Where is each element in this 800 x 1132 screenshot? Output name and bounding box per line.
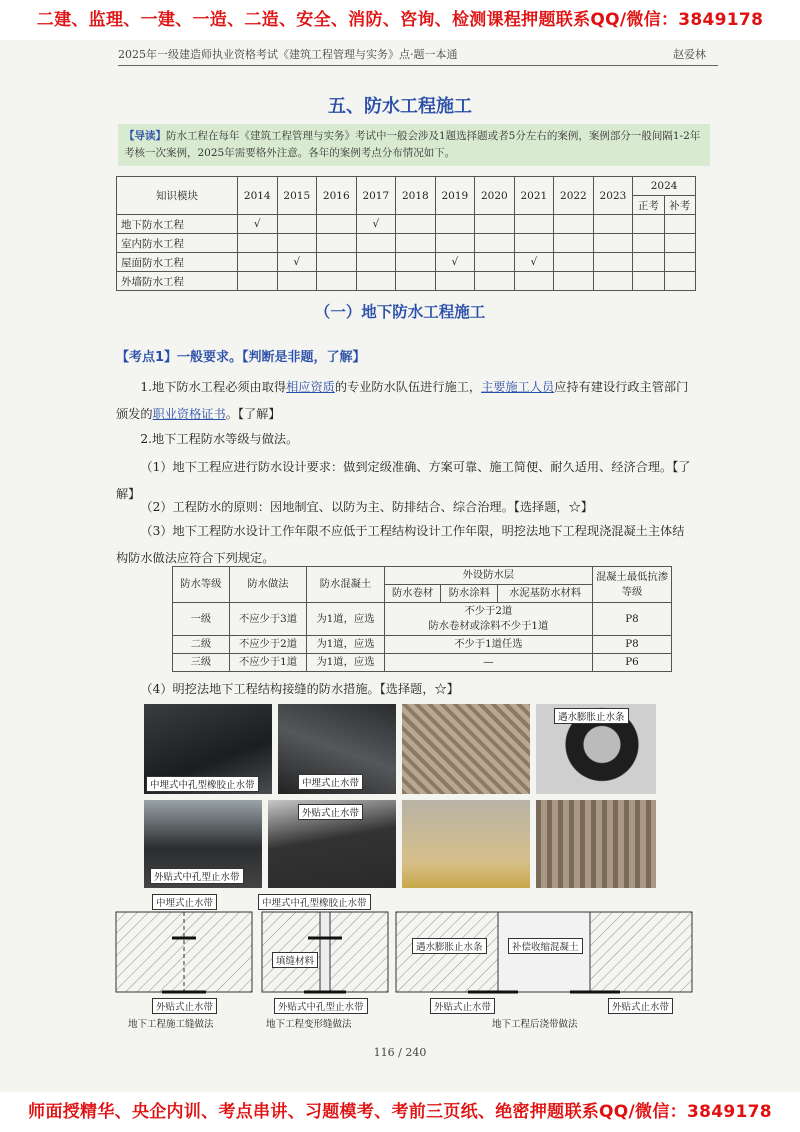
caption-deformation-joint: 地下工程变形缝做法 bbox=[266, 1019, 352, 1030]
year-cell: 2018 bbox=[396, 177, 436, 215]
mark-cell bbox=[554, 253, 594, 272]
mark-cell bbox=[396, 215, 436, 234]
p1-text-b: 的专业防水队伍进行施工， bbox=[334, 380, 482, 394]
mark-cell: √ bbox=[356, 215, 396, 234]
deformation-joint-gap bbox=[320, 912, 330, 992]
year-cell-2024: 2024 bbox=[633, 177, 696, 196]
paragraph-1 bbox=[116, 374, 696, 428]
h-outer: 外设防水层 bbox=[384, 567, 592, 585]
mark-cell bbox=[554, 215, 594, 234]
label-swelling-strip: 遇水膨胀止水条 bbox=[412, 938, 487, 954]
photo-concrete-wall bbox=[402, 800, 530, 888]
mark-cell bbox=[238, 234, 278, 253]
label-external-midhole: 外贴式中孔型止水带 bbox=[274, 998, 368, 1014]
mark-cell bbox=[554, 234, 594, 253]
photo-embedded-rubber-waterstop bbox=[144, 704, 272, 794]
mark-cell bbox=[317, 272, 357, 291]
module-name: 外墙防水工程 bbox=[117, 272, 238, 291]
mark-cell bbox=[396, 234, 436, 253]
year-cell: 2022 bbox=[554, 177, 594, 215]
mark-cell bbox=[514, 234, 554, 253]
table-row bbox=[173, 603, 672, 636]
module-name: 地下防水工程 bbox=[117, 215, 238, 234]
mark-cell bbox=[664, 253, 696, 272]
label-embedded-midhole: 中埋式中孔型橡胶止水带 bbox=[258, 894, 371, 910]
h-min: 混凝土最低抗渗等级 bbox=[593, 567, 672, 603]
p1-text-d: 。【了解】 bbox=[225, 407, 281, 421]
label-embedded-waterstop: 中埋式止水带 bbox=[152, 894, 217, 910]
mark-cell bbox=[317, 234, 357, 253]
grade-cell: 二级 bbox=[173, 636, 230, 654]
table-row bbox=[117, 215, 696, 234]
outer-line-2: 防水卷材或涂料不少于1道 bbox=[428, 620, 549, 632]
h-method: 防水做法 bbox=[229, 567, 306, 603]
mark-cell bbox=[356, 253, 396, 272]
mark-cell bbox=[514, 272, 554, 291]
paragraph-3: （1）地下工程应进行防水设计要求：做到定级准确、方案可靠、施工简便、耐久适用、经济合理。【了解】 bbox=[116, 460, 691, 501]
bottom-banner: 师面授精华、央企内训、考点串讲、习题模考、考前三页纸、绝密押题联系QQ/微信：3849178 bbox=[0, 1092, 800, 1132]
sub-2024-makeup: 补考 bbox=[664, 196, 696, 215]
photo-embedded-waterstop bbox=[278, 704, 396, 794]
photo-label: 外贴式中孔型止水带 bbox=[150, 868, 244, 884]
grade-cell: 三级 bbox=[173, 654, 230, 672]
mark-cell bbox=[475, 253, 515, 272]
p1-underline-1: 相应资质 bbox=[286, 380, 335, 394]
photo-external-midhole-waterstop bbox=[144, 800, 262, 888]
outer-line-1: 不少于2道 bbox=[464, 605, 513, 617]
module-name: 室内防水工程 bbox=[117, 234, 238, 253]
mark-cell: √ bbox=[277, 253, 317, 272]
mark-cell bbox=[277, 215, 317, 234]
label-compensating-concrete: 补偿收缩混凝土 bbox=[508, 938, 583, 954]
mark-cell bbox=[593, 215, 633, 234]
year-cell: 2019 bbox=[435, 177, 475, 215]
sub-2024-regular: 正考 bbox=[633, 196, 664, 215]
mark-cell bbox=[435, 272, 475, 291]
mark-cell bbox=[475, 234, 515, 253]
photo-rebar-steel bbox=[402, 704, 530, 794]
caption-post-pour-strip: 地下工程后浇带做法 bbox=[492, 1019, 578, 1030]
year-cell: 2014 bbox=[238, 177, 278, 215]
mark-cell bbox=[633, 215, 664, 234]
h-coating: 防水涂料 bbox=[441, 585, 498, 603]
outer-cell bbox=[384, 603, 592, 636]
page-number: 116 / 240 bbox=[373, 1046, 427, 1059]
col-module: 知识模块 bbox=[117, 177, 238, 215]
mark-cell bbox=[356, 234, 396, 253]
table-row bbox=[117, 253, 696, 272]
photo-swelling-strip bbox=[536, 704, 656, 794]
mark-cell bbox=[396, 253, 436, 272]
p1-text-a: 1.地下防水工程必须由取得 bbox=[140, 380, 287, 394]
subsection-title: （一）地下防水工程施工 bbox=[314, 303, 486, 321]
mark-cell: √ bbox=[435, 253, 475, 272]
mark-cell bbox=[664, 215, 696, 234]
mark-cell bbox=[554, 272, 594, 291]
concrete-cell: 为1道，应选 bbox=[307, 636, 384, 654]
method-cell: 不应少于3道 bbox=[229, 603, 306, 636]
concrete-cell: 为1道，应选 bbox=[307, 654, 384, 672]
mark-cell bbox=[633, 234, 664, 253]
year-cell: 2016 bbox=[317, 177, 357, 215]
mark-cell bbox=[475, 215, 515, 234]
mark-cell bbox=[317, 215, 357, 234]
year-cell: 2015 bbox=[277, 177, 317, 215]
caption-construction-joint: 地下工程施工缝做法 bbox=[128, 1019, 214, 1030]
table-row bbox=[173, 636, 672, 654]
kaodian-heading: 【考点1】一般要求。【判断是非题，了解】 bbox=[116, 350, 366, 365]
label-external-waterstop-3: 外贴式止水带 bbox=[608, 998, 673, 1014]
h-concrete: 防水混凝土 bbox=[307, 567, 384, 603]
table-row bbox=[117, 234, 696, 253]
p1-underline-3: 职业资格证书 bbox=[152, 407, 226, 421]
h-grade: 防水等级 bbox=[173, 567, 230, 603]
construction-joint-section bbox=[116, 912, 252, 992]
mark-cell bbox=[356, 272, 396, 291]
mark-cell bbox=[593, 253, 633, 272]
h-cement: 水泥基防水材料 bbox=[498, 585, 593, 603]
section-title: 五、防水工程施工 bbox=[328, 96, 472, 117]
table-header-row bbox=[173, 567, 672, 585]
table-row bbox=[173, 654, 672, 672]
photo-external-waterstop bbox=[268, 800, 396, 888]
mark-cell bbox=[664, 234, 696, 253]
mark-cell bbox=[238, 272, 278, 291]
table-row bbox=[117, 272, 696, 291]
photo-label: 遇水膨胀止水条 bbox=[554, 708, 629, 724]
paragraph-2: 2.地下工程防水等级与做法。 bbox=[140, 432, 299, 446]
intro-tag: 【导读】 bbox=[124, 130, 166, 142]
joint-diagrams bbox=[112, 892, 696, 1032]
photo-label: 中埋式止水带 bbox=[298, 774, 363, 790]
year-cell: 2021 bbox=[514, 177, 554, 215]
mark-cell: √ bbox=[514, 253, 554, 272]
mark-cell bbox=[475, 272, 515, 291]
year-cell: 2023 bbox=[593, 177, 633, 215]
grade-cell: 一级 bbox=[173, 603, 230, 636]
mark-cell: √ bbox=[238, 215, 278, 234]
table-header-row bbox=[117, 177, 696, 196]
year-cell: 2017 bbox=[356, 177, 396, 215]
paragraph-4: （2）工程防水的原则：因地制宜、以防为主、防排结合、综合治理。【选择题，☆】 bbox=[140, 500, 593, 514]
mark-cell bbox=[396, 272, 436, 291]
photo-label: 外贴式止水带 bbox=[298, 804, 363, 820]
mark-cell bbox=[238, 253, 278, 272]
mark-cell bbox=[593, 272, 633, 291]
p1-text-c: 应持有建设行政主管部门颁发的 bbox=[116, 380, 689, 421]
intro-box bbox=[118, 124, 710, 166]
outer-cell: 不少于1道任选 bbox=[384, 636, 592, 654]
running-title: 2025年一级建造师执业资格考试《建筑工程管理与实务》点·题一本通 bbox=[118, 48, 458, 61]
year-cell: 2020 bbox=[475, 177, 515, 215]
mark-cell bbox=[633, 272, 664, 291]
photo-label: 中埋式中孔型橡胶止水带 bbox=[146, 776, 259, 792]
mark-cell bbox=[317, 253, 357, 272]
author: 赵爱林 bbox=[673, 48, 706, 61]
h-roll: 防水卷材 bbox=[384, 585, 441, 603]
module-name: 屋面防水工程 bbox=[117, 253, 238, 272]
method-cell: 不应少于1道 bbox=[229, 654, 306, 672]
mark-cell bbox=[435, 215, 475, 234]
outer-cell: — bbox=[384, 654, 592, 672]
mark-cell bbox=[633, 253, 664, 272]
mark-cell bbox=[514, 215, 554, 234]
intro-text: 防水工程在每年《建筑工程管理与实务》考试中一般会涉及1题选择题或者5分左右的案例，案例部分一般间隔1-2年考核一次案例，2025年需要格外注意。各年的案例考点分布情况如下。 bbox=[124, 130, 701, 159]
top-banner: 二建、监理、一建、一造、二造、安全、消防、咨询、检测课程押题联系QQ/微信：3849178 bbox=[0, 0, 800, 40]
min-cell: P6 bbox=[593, 654, 672, 672]
paragraph-6: （4）明挖法地下工程结构接缝的防水措施。【选择题，☆】 bbox=[140, 682, 459, 696]
mark-cell bbox=[593, 234, 633, 253]
method-cell: 不应少于2道 bbox=[229, 636, 306, 654]
mark-cell bbox=[277, 272, 317, 291]
paragraph-5: （3）地下工程防水设计工作年限不应低于工程结构设计工作年限，明挖法地下工程现浇混凝土主体结构防水做法应符合下列规定。 bbox=[116, 524, 685, 565]
mark-cell bbox=[664, 272, 696, 291]
label-filler: 填缝材料 bbox=[272, 952, 318, 968]
min-cell: P8 bbox=[593, 636, 672, 654]
min-cell: P8 bbox=[593, 603, 672, 636]
photo-rebar-cage bbox=[536, 800, 656, 888]
mark-cell bbox=[277, 234, 317, 253]
photo-grid bbox=[144, 704, 696, 890]
p1-underline-2: 主要施工人员 bbox=[481, 380, 555, 394]
concrete-cell: 为1道，应选 bbox=[307, 603, 384, 636]
grade-table bbox=[172, 566, 672, 672]
label-external-waterstop-2: 外贴式止水带 bbox=[430, 998, 495, 1014]
label-external-waterstop: 外贴式止水带 bbox=[152, 998, 217, 1014]
running-header bbox=[118, 46, 718, 66]
mark-cell bbox=[435, 234, 475, 253]
distribution-table bbox=[116, 176, 696, 291]
